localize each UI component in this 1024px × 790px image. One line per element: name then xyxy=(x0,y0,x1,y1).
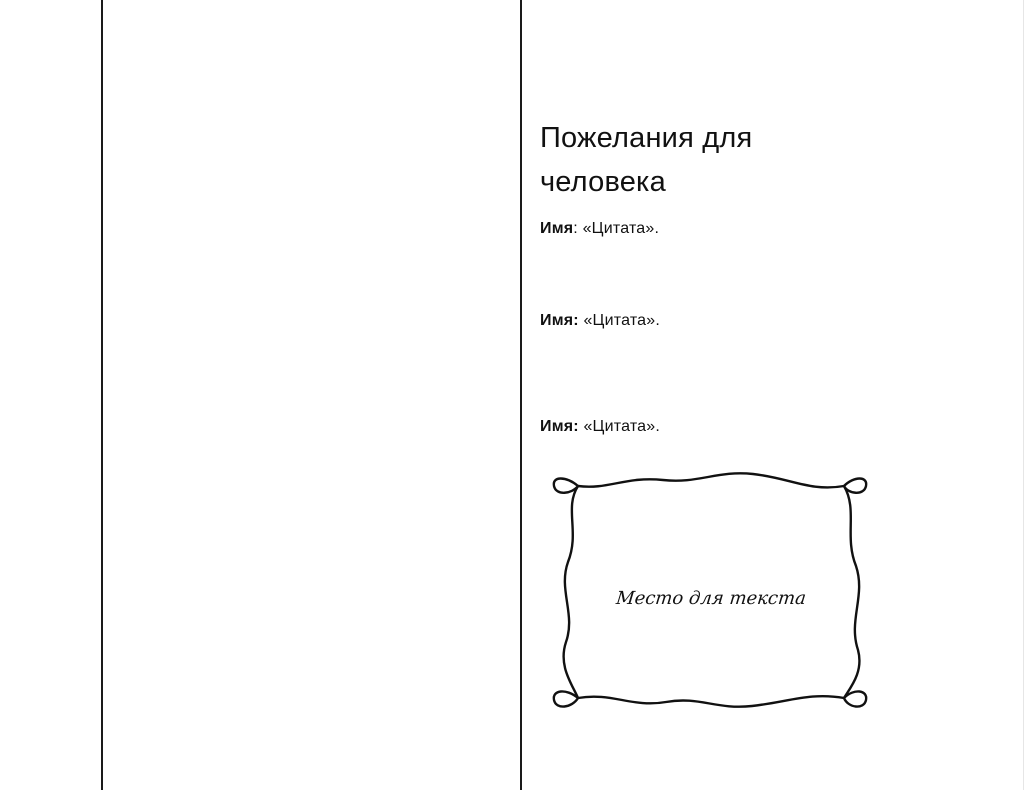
quote-name: Имя xyxy=(540,220,574,237)
quote-item[interactable] xyxy=(540,311,660,331)
quote-text: «Цитата». xyxy=(578,312,661,329)
quote-item[interactable] xyxy=(540,219,659,239)
fold-line-right xyxy=(520,0,522,790)
quote-separator: : xyxy=(573,220,578,237)
text-frame[interactable] xyxy=(548,466,874,718)
quote-name: Имя: xyxy=(540,418,579,435)
fold-line-left xyxy=(101,0,103,790)
panel-heading[interactable]: Пожелания для человека xyxy=(540,122,753,198)
quote-name: Имя: xyxy=(540,312,579,329)
quote-text: «Цитата». xyxy=(578,418,661,435)
quote-item[interactable] xyxy=(540,417,660,437)
quote-text: «Цитата». xyxy=(577,220,660,237)
frame-placeholder-text[interactable]: Место для текста xyxy=(615,588,807,609)
